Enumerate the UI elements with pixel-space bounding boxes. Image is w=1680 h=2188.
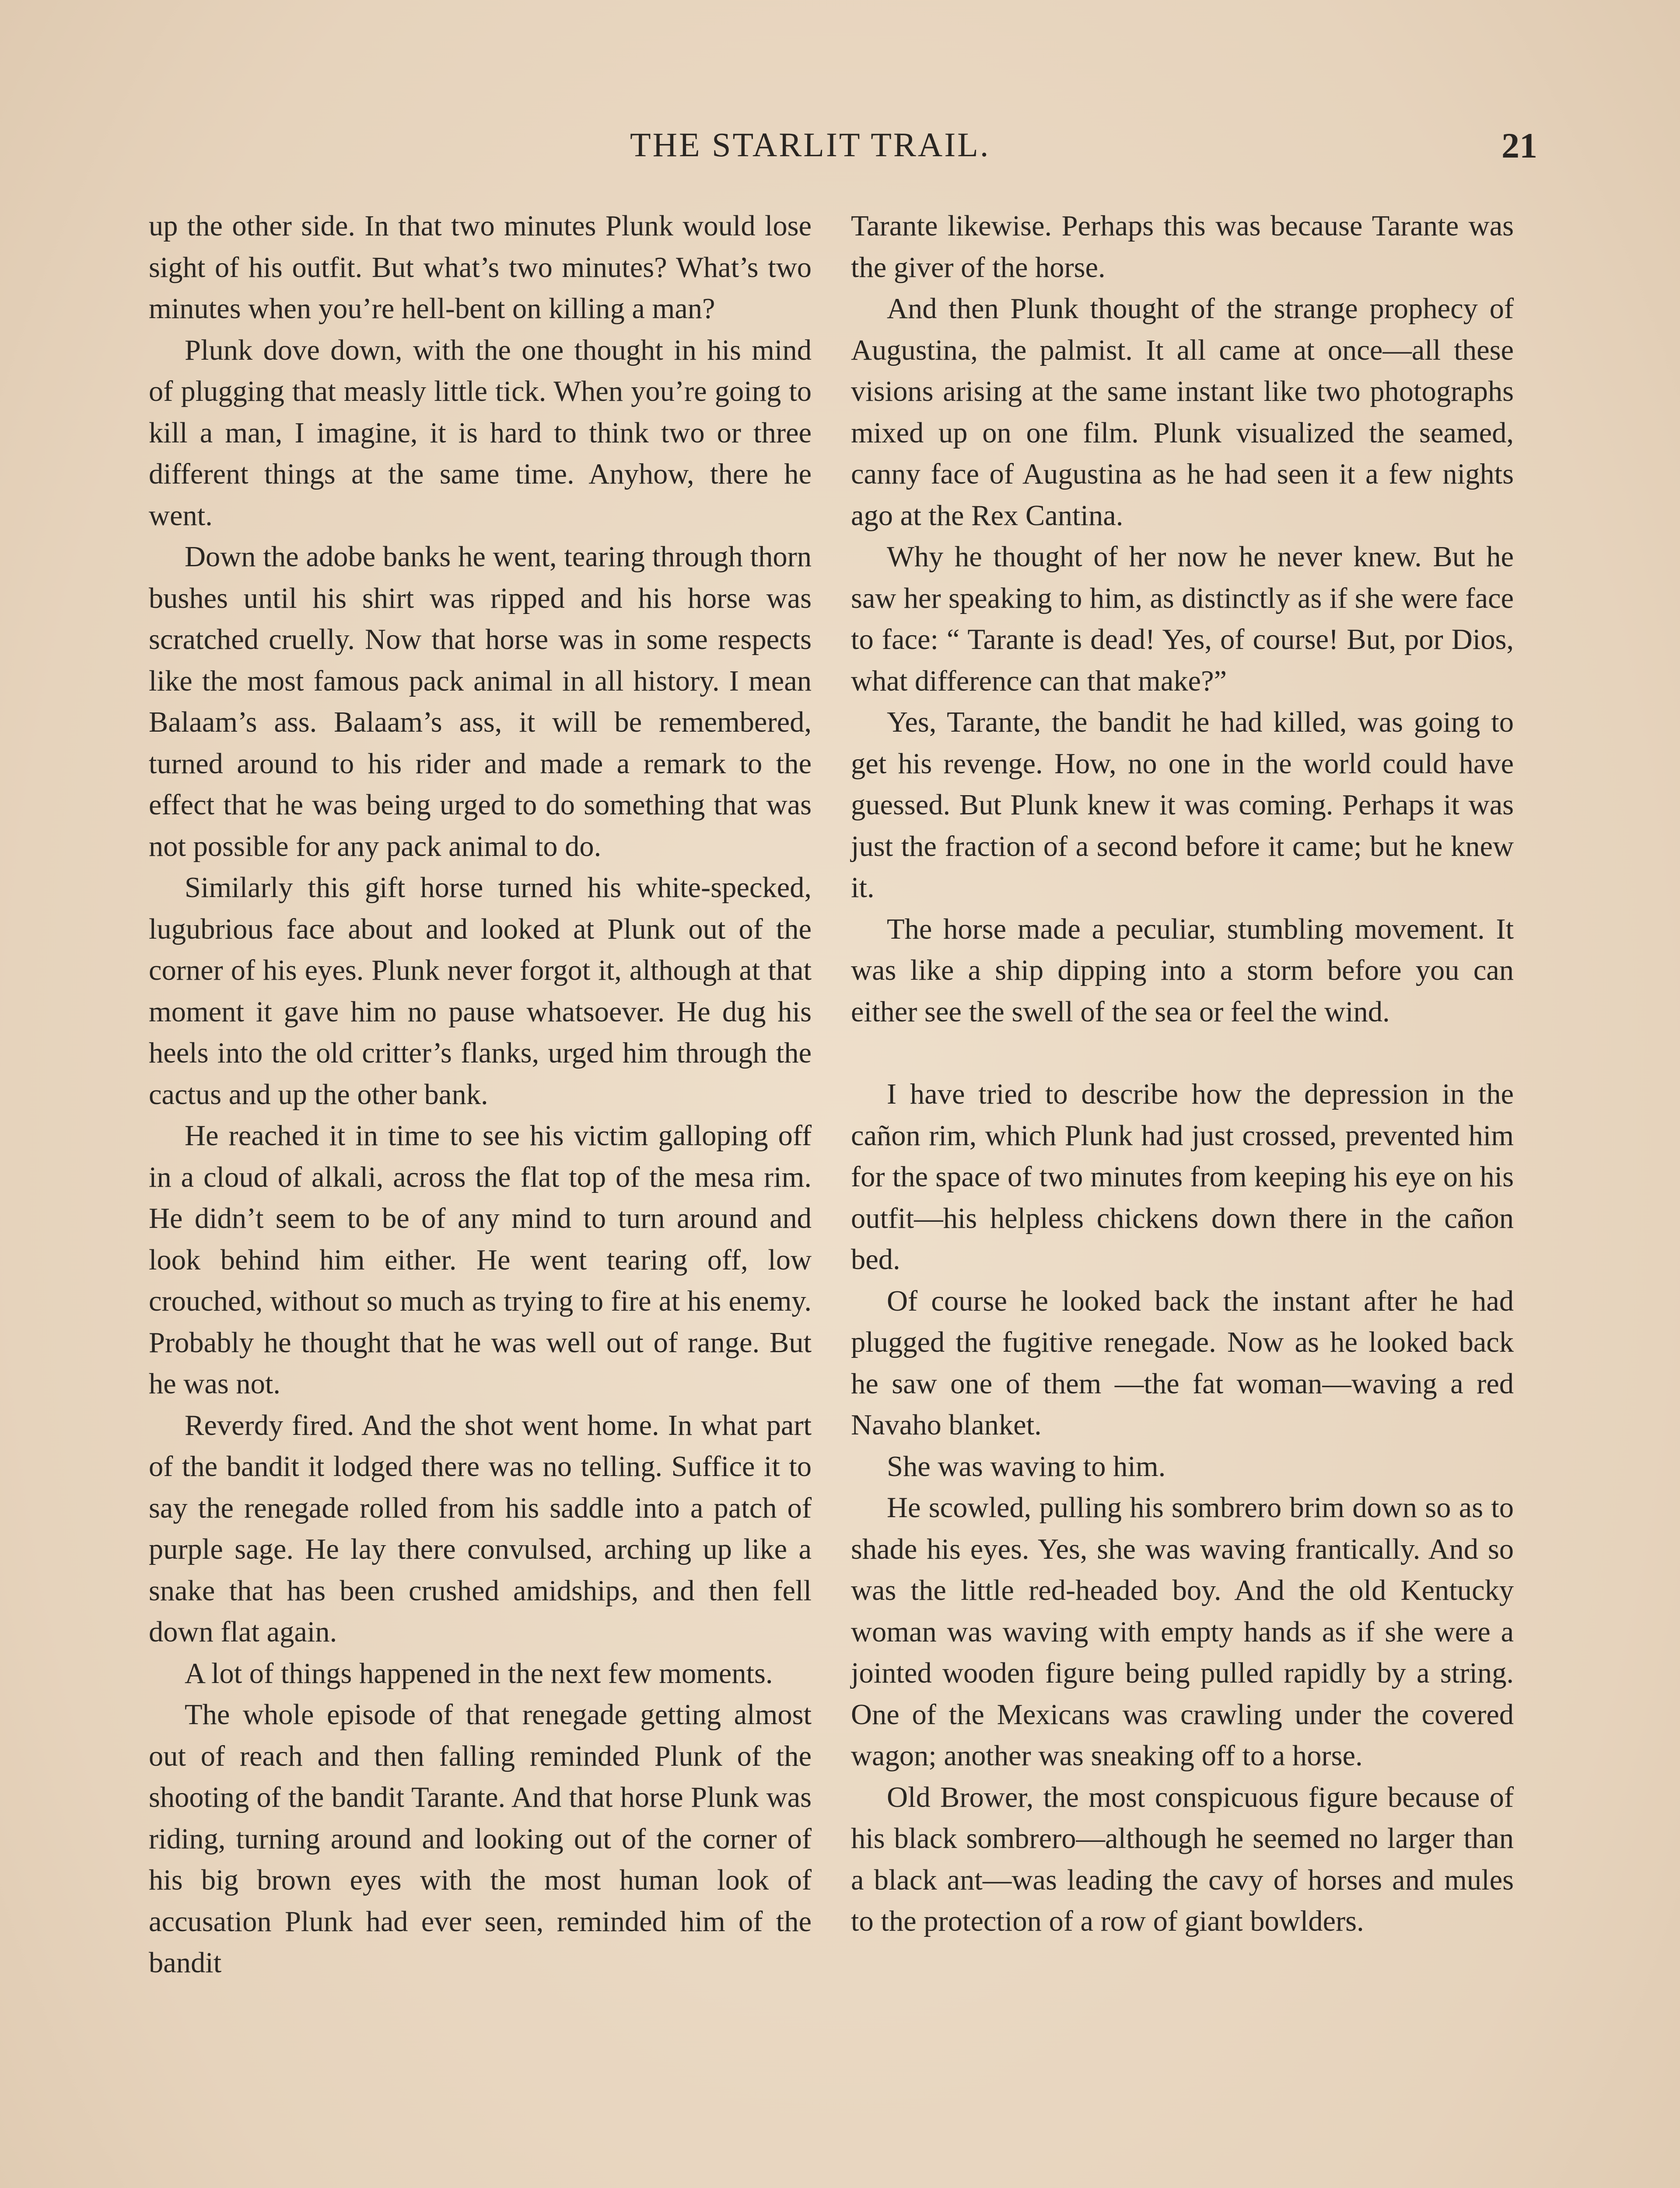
paragraph: Down the adobe banks he went, tearing through thorn bushes until his shirt was ripped and his horse was scratched cruelly. Now that horse was in some respects like the most famous pack animal in all history. I mean Balaam’s ass. Balaam’s ass, it will be remembered, turned around to his rider and made a remark to the effect that he was being urged to do something that was not possible for any pack animal to do. (149, 541, 812, 863)
paragraph: up the other side. In that two minutes Plunk would lose sight of his outfit. But what’s two minutes? What’s two minutes when you’re hell-bent on killing a man? (149, 210, 812, 325)
paragraph: A lot of things happened in the next few moments. (185, 1657, 773, 1690)
paragraph: Why he thought of her now he never knew. But he saw her speaking to him, as distinctly as if she were face to face: “ Tarante is dead! Yes, of course! But, por Dios, what difference can that make?” (851, 541, 1514, 697)
paragraph: Yes, Tarante, the bandit he had killed, was going to get his revenge. How, no one in the world could have guessed. But Plunk knew it was coming. Perhaps it was just the fraction of a second before it came; but he knew it. (851, 706, 1514, 904)
paragraph: And then Plunk thought of the strange prophecy of Augustina, the palmist. It all came at once—all these visions arising at the same instant like two photographs mixed up on one film. Plunk visualized the seamed, canny face of Augustina as he had seen it a few nights ago at the Rex Cantina. (851, 293, 1514, 532)
paragraph: He reached it in time to see his victim galloping off in a cloud of alkali, across the flat top of the mesa rim. He didn’t seem to be of any mind to turn around and look behind him either. He went tearing off, low crouched, without so much as trying to fire at his enemy. Probably he thought that he was well out of range. But he was not. (149, 1120, 812, 1400)
paragraph: Similarly this gift horse turned his white-specked, lugubrious face about and looked at Plunk out of the corner of his eyes. Plunk never forgot it, although at that moment it gave him no pause whatsoever. He dug his heels into the old critter’s flanks, urged him through the cactus and up the other bank. (149, 872, 812, 1111)
page-number: 21 (1502, 126, 1537, 165)
paragraph: The horse made a peculiar, stumbling movement. It was like a ship dipping into a storm before you can either see the swell of the sea or feel the wind. (851, 913, 1514, 1028)
paragraph: I have tried to describe how the depression in the cañon rim, which Plunk had just crossed, prevented him for the space of two minutes from keeping his eye on his outfit—his helpless chickens down there in the cañon bed. (851, 1078, 1514, 1276)
paragraph: Plunk dove down, with the one thought in his mind of plugging that measly little tick. When you’re going to kill a man, I imagine, it is hard to think two or three different things at the same time. Anyhow, there he went. (149, 334, 812, 532)
paragraph: The whole episode of that renegade getting almost out of reach and then falling reminded Plunk of the shooting of the bandit Tarante. And that horse Plunk was riding, turning around and looking out of the corner of his big brown eyes with the most human look of accusation Plunk had ever seen, reminded him of the bandit (149, 1699, 812, 1979)
paragraph: She was waving to him. (887, 1450, 1166, 1483)
running-head: THE STARLIT TRAIL. (630, 126, 990, 164)
paragraph: Old Brower, the most conspicuous figure because of his black sombrero—although he seemed no larger than a black ant—was leading the cavy of horses and mules to the protection of a row of giant bowlders. (851, 1781, 1514, 1937)
paragraph: Reverdy fired. And the shot went home. In what part of the bandit it lodged there was no telling. Suffice it to say the renegade rolled from his saddle into a patch of purple sage. He lay there convulsed, arching up like a snake that has been crushed amidships, and then fell down flat again. (149, 1409, 812, 1648)
right-column (851, 206, 1514, 1943)
left-column (149, 206, 812, 1984)
paragraph: Of course he looked back the instant after he had plugged the fugitive renegade. Now as he looked back he saw one of them —the fat woman—waving a red Navaho blanket. (851, 1285, 1514, 1441)
paragraph: He scowled, pulling his sombrero brim down so as to shade his eyes. Yes, she was waving frantically. And so was the little red-headed boy. And the old Kentucky woman was waving with empty hands as if she were a jointed wooden figure being pulled rapidly by a string. One of the Mexicans was crawling under the covered wagon; another was sneaking off to a horse. (851, 1492, 1514, 1772)
paragraph: Tarante likewise. Perhaps this was because Tarante was the giver of the horse. (851, 210, 1514, 284)
